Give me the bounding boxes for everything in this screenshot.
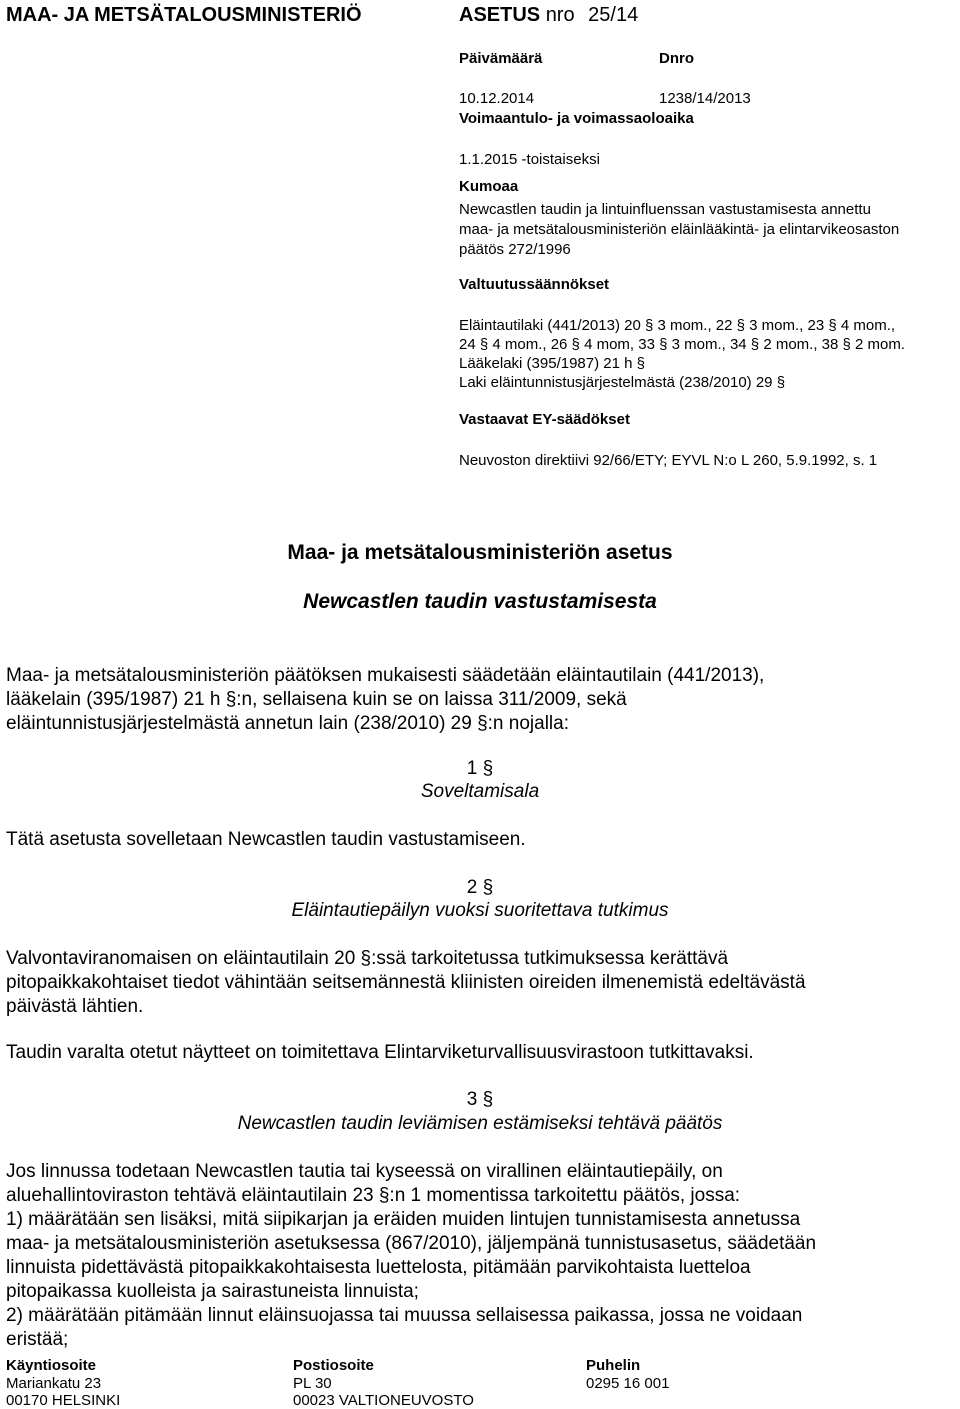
date-label: Päivämäärä (459, 50, 543, 67)
authority-label: Valtuutussäännökset (459, 276, 610, 293)
footer-phone: 0295 16 001 (586, 1375, 670, 1392)
footer-post-box: PL 30 (293, 1375, 332, 1392)
footer-post-label: Postiosoite (293, 1357, 374, 1374)
paragraph-line: linnuista pidettävästä pitopaikkakohtaisesta luettelosta, pitämään parvikohtaista luetteloa (6, 1257, 751, 1278)
footer-phone-label: Puhelin (586, 1357, 641, 1374)
section-1-paragraph: Tätä asetusta sovelletaan Newcastlen taudin vastustamiseen. (6, 829, 526, 850)
section-1-heading: Soveltamisala (420, 781, 540, 802)
intro-paragraph (6, 664, 764, 736)
intro-line: Maa- ja metsätalousministeriön päätöksen mukaisesti säädetään eläintautilain (441/2013), (6, 665, 765, 686)
section-3-number: 3 § (466, 1089, 494, 1110)
footer-visit-street: Mariankatu 23 (6, 1375, 102, 1392)
number-label: nro (545, 4, 575, 26)
paragraph-line: pitopaikkakohtaiset tiedot vähintään seitsemännestä kliinisten oireiden ilmenemistä edeltävästä (6, 972, 806, 993)
paragraph-line: pitopaikassa kuolleista ja sairastuneista linnuista; (6, 1281, 419, 1302)
decree-date: 10.12.2014 (459, 90, 535, 107)
dnro-label: Dnro (659, 50, 694, 67)
decree-title: Maa- ja metsätalousministeriön asetus (287, 541, 673, 564)
paragraph-line: aluehallintoviraston tehtävä eläintautilain 23 §:n 1 momentissa tarkoitettu päätös, jossa: (6, 1185, 741, 1206)
document-number: 25/14 (588, 4, 639, 26)
paragraph-line: 2) määrätään pitämään linnut eläinsuojassa tai muussa sellaisessa paikassa, jossa ne voidaan (6, 1305, 803, 1326)
document-type: ASETUS (459, 4, 541, 26)
paragraph-line: Jos linnussa todetaan Newcastlen tautia tai kyseessä on virallinen eläintautiepäily, on (6, 1161, 723, 1182)
section-1-number: 1 § (466, 758, 494, 779)
section-2-number: 2 § (466, 877, 494, 898)
document-type-line (459, 4, 638, 27)
section-3-heading: Newcastlen taudin leviämisen estämiseksi tehtävä päätös (237, 1113, 723, 1134)
section-2-heading: Eläintautiepäilyn vuoksi suoritettava tutkimus (291, 900, 669, 921)
footer-post-city: 00023 VALTIONEUVOSTO (293, 1392, 474, 1409)
authority-line: 24 § 4 mom., 26 § 4 mom, 33 § 3 mom., 34 § 2 mom., 38 § 2 mom. (459, 336, 906, 353)
repeals-line: maa- ja metsätalousministeriön eläinlääkintä- ja elintarvikeosaston (459, 221, 900, 238)
authority-line: Laki eläintunnistusjärjestelmästä (238/2010) 29 § (459, 374, 786, 391)
intro-line: eläintunnistusjärjestelmästä annetun lain (238/2010) 29 §:n nojalla: (6, 713, 569, 734)
footer-visit-city: 00170 HELSINKI (6, 1392, 121, 1409)
ministry-name: MAA- JA METSÄTALOUSMINISTERIÖ (6, 4, 362, 26)
authority-text (459, 316, 905, 392)
repeals-line: Newcastlen taudin ja lintuinfluenssan vastustamisesta annettu (459, 201, 871, 218)
paragraph-line: 1) määrätään sen lisäksi, mitä siipikarjan ja eräiden muiden lintujen tunnistamisesta annetussa (6, 1209, 801, 1230)
repeals-label: Kumoaa (459, 178, 519, 195)
validity-value: 1.1.2015 -toistaiseksi (459, 151, 600, 168)
footer-visit-label: Käyntiosoite (6, 1357, 97, 1374)
section-3-paragraph (6, 1160, 816, 1352)
paragraph-line: Valvontaviranomaisen on eläintautilain 20 §:ssä tarkoitetussa tutkimuksessa kerättävä (6, 948, 729, 969)
repeals-text (459, 200, 899, 260)
paragraph-line: eristää; (6, 1329, 69, 1350)
section-2-paragraph (6, 947, 806, 1019)
dnro-value: 1238/14/2013 (659, 90, 751, 107)
paragraph-line: päivästä lähtien. (6, 996, 144, 1017)
repeals-line: päätös 272/1996 (459, 241, 571, 258)
section-2-paragraph: Taudin varalta otetut näytteet on toimitettava Elintarviketurvallisuusvirastoon tutkittavaksi. (6, 1042, 754, 1063)
ec-label: Vastaavat EY-säädökset (459, 411, 630, 428)
authority-line: Eläintautilaki (441/2013) 20 § 3 mom., 22 § 3 mom., 23 § 4 mom., (459, 317, 896, 334)
ec-value: Neuvoston direktiivi 92/66/ETY; EYVL N:o L 260, 5.9.1992, s. 1 (459, 452, 878, 469)
intro-line: lääkelain (395/1987) 21 h §:n, sellaisena kuin se on laissa 311/2009, sekä (6, 689, 627, 710)
authority-line: Lääkelaki (395/1987) 21 h § (459, 355, 645, 372)
paragraph-line: maa- ja metsätalousministeriön asetuksessa (867/2010), jäljempänä tunnistusasetus, säädetään (6, 1233, 817, 1254)
validity-label: Voimaantulo- ja voimassaoloaika (459, 110, 694, 127)
decree-subtitle: Newcastlen taudin vastustamisesta (303, 590, 657, 613)
